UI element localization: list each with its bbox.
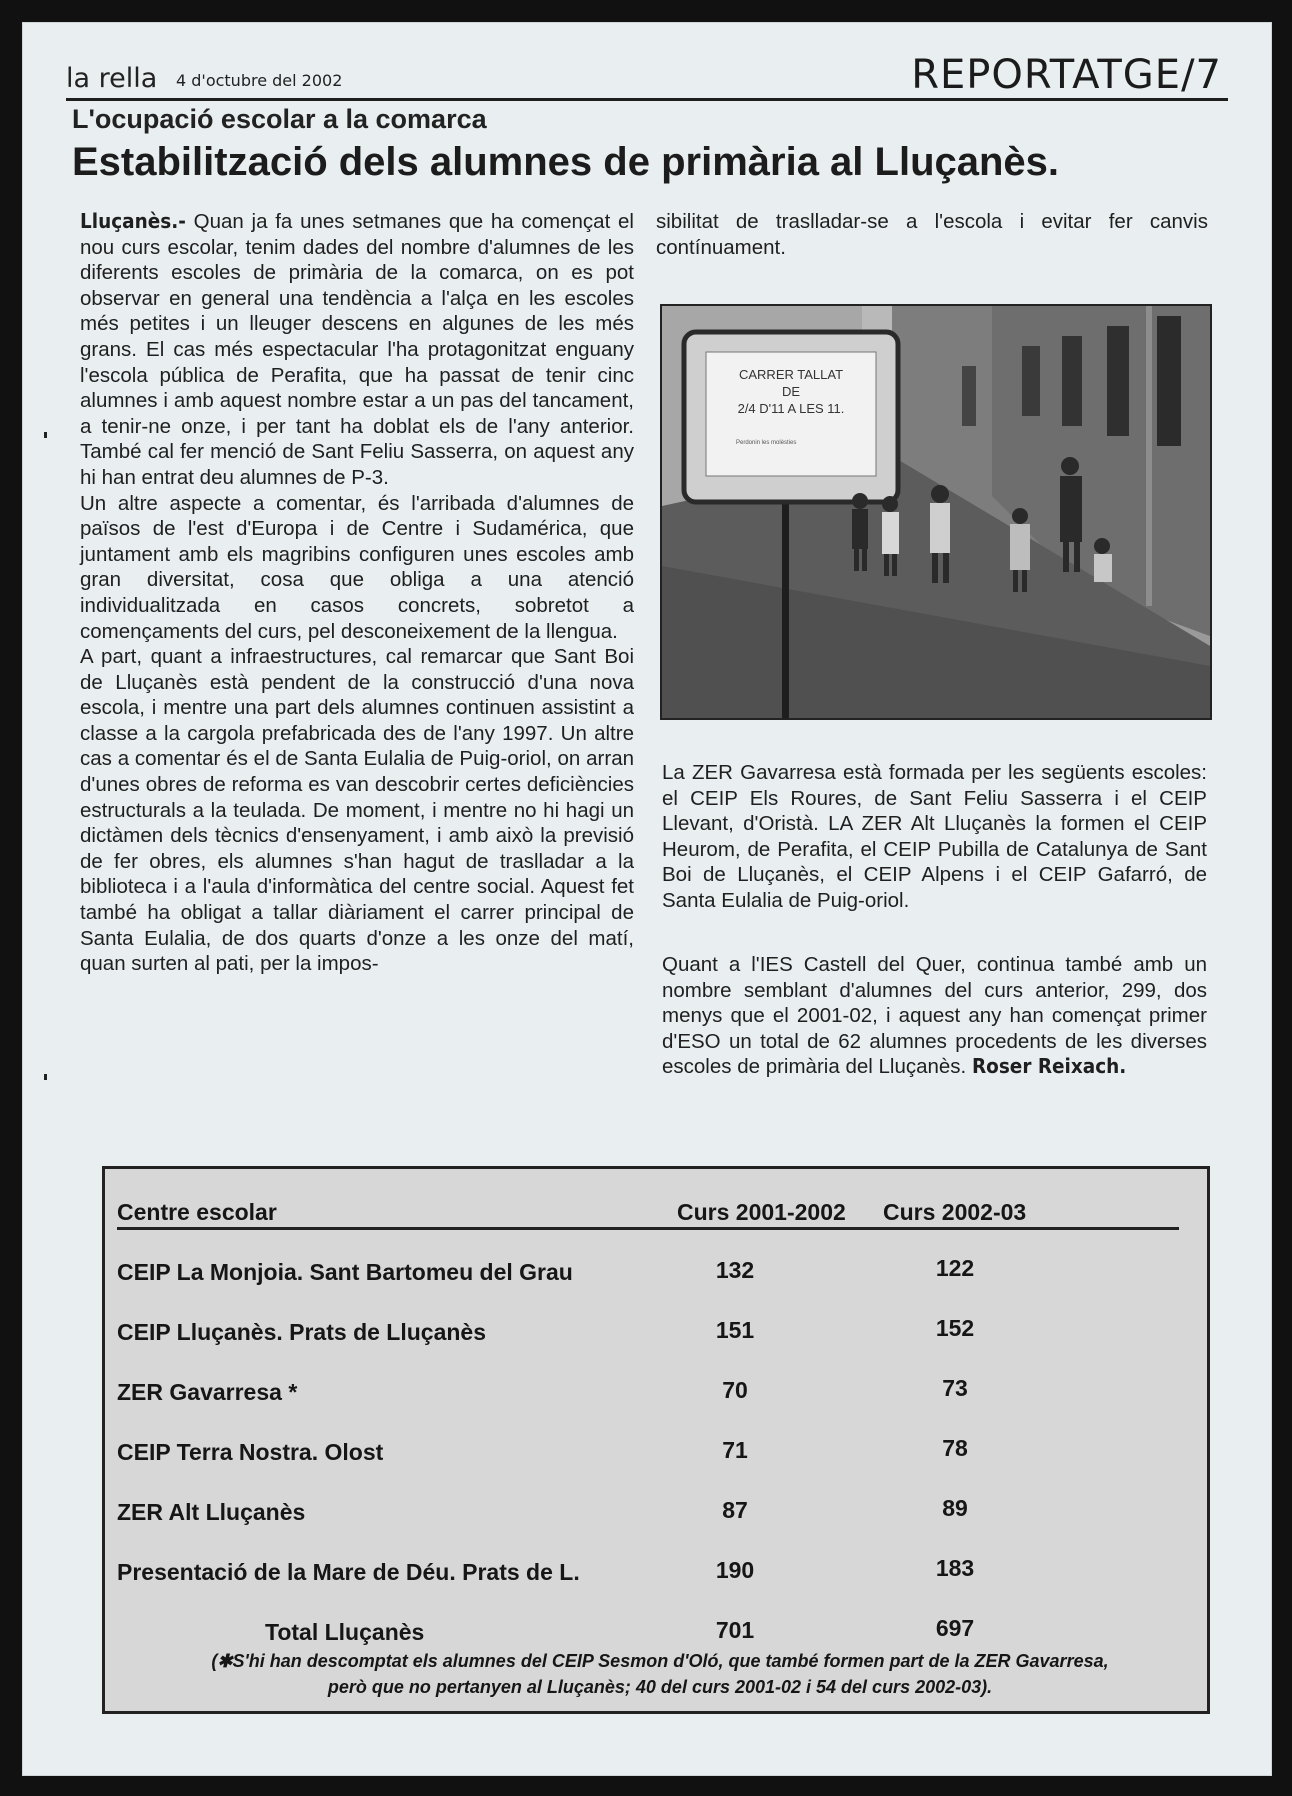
- article-column-left: [80, 209, 634, 977]
- article-column-right-top: [656, 209, 1208, 260]
- dateline: Lluçanès.-: [80, 209, 186, 233]
- row-value-2002: 122: [935, 1255, 975, 1281]
- newspaper-page: [22, 22, 1272, 1776]
- row-value-2001: 70: [722, 1377, 748, 1403]
- paragraph-1: Lluçanès.- Quan ja fa unes setmanes que ha començat el nou curs escolar, tenim dades del nombre d'alumnes de les diferents escoles de primària de la comarca, on es pot observar en general una tendència a l'alça en les escoles més petites i un lleuger descens en algunes de les més grans. El cas més espectacular l'ha protagonitzat enguany l'escola pública de Perafita, que ha passat de tenir cinc alumnes i amb aquest nombre estar a un pas del tancament, a tenir-ne onze, i per tant ha doblat els de l'any anterior. També cal fer menció de Sant Feliu Sasserra, on aquest any hi han entrat deu alumnes de P-3.: [80, 209, 634, 489]
- total-label: Total Lluçanès: [265, 1619, 425, 1645]
- paragraph-2: Un altre aspecte a comentar, és l'arribada d'alumnes de països de l'est d'Europa i de Centre i Sudamérica, que juntament amb els magribins configuren unes escoles amb gran diversitat, cosa que obliga a una atenció individualitzada en casos concrets, sobretot a començaments del curs, pel desconeixement de la llengua.: [80, 491, 634, 643]
- section-title: REPORTATGE/7: [911, 52, 1222, 98]
- paragraph-5: La ZER Gavarresa està formada per les següents escoles: el CEIP Els Roures, de Sant Feliu Sasserra i el CEIP Llevant, d'Oristà. LA ZER Alt Lluçanès la formen el CEIP Heurom, de Perafita, el CEIP Pubilla de Catalunya de Sant Boi de Lluçanès, el CEIP Alpens i el CEIP Gafarró, de Santa Eulalia de Puig-oriol.: [662, 761, 1207, 912]
- sign-text-2: DE: [781, 384, 801, 399]
- paragraph-6: Quant a l'IES Castell del Quer, continua també amb un nombre semblant d'alumnes del curs anterior, 299, dos menys que el 2001-02, i aquest any han començat primer d'ESO un total de 62 alumnes procedents de les diverses escoles de primària del Lluçanès. Roser Reixach.: [662, 953, 1207, 1079]
- row-value-2002: 183: [935, 1555, 975, 1581]
- total-value-2002: 697: [935, 1615, 975, 1641]
- total-value-2001: 701: [715, 1617, 755, 1643]
- sign-text-3: 2/4 D'11 A LES 11.: [737, 401, 845, 416]
- margin-mark: [44, 1074, 47, 1080]
- sign-text-1: CARRER TALLAT: [738, 367, 844, 382]
- row-value-2001: 151: [715, 1317, 755, 1343]
- article-column-right-low: [662, 952, 1207, 1080]
- issue-date: 4 d'octubre del 2002: [176, 71, 343, 90]
- enrollment-table: [102, 1166, 1210, 1714]
- page-header: [66, 38, 1228, 101]
- author-byline: Roser Reixach.: [971, 1054, 1127, 1079]
- table-footnote-line-1: (✱S'hi han descomptat els alumnes del CEIP Sesmon d'Oló, que també formen part de la ZER Gavarresa,: [211, 1651, 1109, 1671]
- row-name: ZER Gavarresa *: [117, 1379, 298, 1405]
- row-value-2002: 152: [935, 1315, 975, 1341]
- paragraph-4: sibilitat de traslladar-se a l'escola i evitar fer canvis contínuament.: [656, 210, 1208, 259]
- table-footnote-line-2: però que no pertanyen al Lluçanès; 40 del curs 2001-02 i 54 del curs 2002-03).: [327, 1677, 993, 1697]
- margin-mark: [44, 432, 47, 438]
- sign-text-4: Perdonin les molèsties: [736, 440, 797, 446]
- street-photo: [660, 304, 1212, 720]
- row-value-2002: 73: [942, 1375, 968, 1401]
- row-name: CEIP La Monjoia. Sant Bartomeu del Grau: [117, 1259, 573, 1285]
- row-value-2001: 132: [715, 1257, 755, 1283]
- row-name: ZER Alt Lluçanès: [117, 1499, 306, 1525]
- column-header-2002: Curs 2002-03: [883, 1199, 1027, 1225]
- street-photo-illustration: [662, 306, 1210, 718]
- article-kicker: L'ocupació escolar a la comarca: [72, 104, 487, 134]
- row-name: CEIP Lluçanès. Prats de Lluçanès: [117, 1319, 486, 1345]
- paragraph-3: A part, quant a infraestructures, cal remarcar que Sant Boi de Lluçanès està pendent de la construcció d'una nova escola, i mentre una part dels alumnes continuen assistint a classe a la cargola prefabricada des de l'any 1997. Un altre cas a comentar és el de Santa Eulalia de Puig-oriol, on arran d'unes obres de reforma es van descobrir certes deficiències estructurals a la teulada. De moment, i mentre no hi hagi un dictàmen dels tècnics d'ensenyament, i amb això la previsió de fer obres, els alumnes s'han hagut de traslladar a la biblioteca i a l'aula d'informàtica del centre social. Aquest fet també ha obligat a tallar diàriament el carrer principal de Santa Eulalia, de dos quarts d'onze a les onze del matí, quan surten al pati, per la impos-: [80, 645, 634, 976]
- row-value-2001: 71: [722, 1437, 748, 1463]
- article-headline: Estabilització dels alumnes de primària al Lluçanès.: [72, 140, 1060, 184]
- header-rule: [117, 1227, 1179, 1230]
- row-value-2002: 78: [942, 1435, 968, 1461]
- column-header-2001: Curs 2001-2002: [677, 1199, 846, 1225]
- row-name: Presentació de la Mare de Déu. Prats de L.: [117, 1559, 580, 1585]
- row-value-2001: 87: [722, 1497, 748, 1523]
- row-value-2001: 190: [715, 1557, 755, 1583]
- column-header-center: Centre escolar: [117, 1199, 277, 1225]
- article-column-right-mid: [662, 760, 1207, 914]
- row-name: CEIP Terra Nostra. Olost: [117, 1439, 384, 1465]
- masthead: la rella: [66, 63, 158, 94]
- row-value-2002: 89: [942, 1495, 968, 1521]
